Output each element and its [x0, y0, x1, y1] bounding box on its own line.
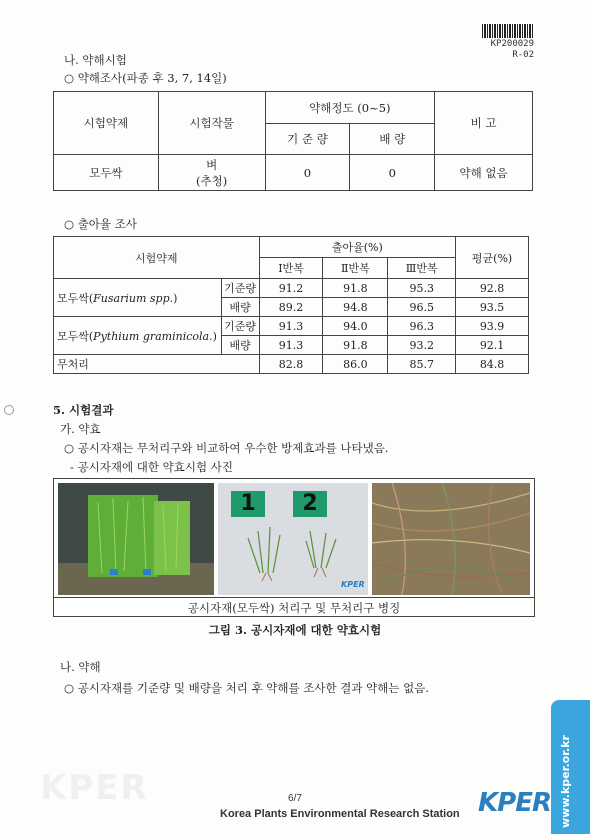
efficacy-sub: - 공시자재에 대한 약효시험 사진 [70, 460, 233, 474]
emergence-title: ○ 출아율 조사 [64, 217, 137, 231]
cell-crop [158, 155, 265, 191]
header-rep3: Ⅲ반복 [388, 258, 456, 279]
header-double: 배 량 [350, 124, 435, 155]
dose-standard: 기준량 [221, 317, 259, 336]
table-cell: 94.8 [323, 298, 388, 317]
website-url[interactable]: www.kper.or.kr [559, 735, 572, 828]
kper-logo: KPER [478, 788, 551, 818]
table-cell: 91.8 [323, 279, 388, 298]
species-name: Fusarium spp. [93, 291, 174, 305]
table-cell: 89.2 [259, 298, 323, 317]
table-cell: 91.2 [259, 279, 323, 298]
agent-fusarium: 모두싹(Fusarium spp.) [54, 279, 222, 317]
table-cell: 93.2 [388, 336, 456, 355]
header-crop: 시험작물 [158, 92, 265, 155]
diseased-plants-photo [372, 483, 530, 595]
species-name: Pythium graminicola. [93, 329, 213, 343]
header-agent: 시험약제 [54, 92, 159, 155]
table-cell: 91.3 [259, 336, 323, 355]
table-cell: 96.3 [388, 317, 456, 336]
barcode [482, 24, 534, 38]
agent-pythium: 모두싹(Pythium graminicola.) [54, 317, 222, 355]
table-cell: 91.3 [259, 317, 323, 336]
watermark: KPER [40, 768, 149, 808]
emergence-table [53, 236, 529, 374]
phytotoxicity-heading: 나. 약해 [60, 660, 101, 674]
dose-double: 배량 [221, 336, 259, 355]
seedling-label-photo [218, 483, 368, 595]
revision: R-02 [512, 50, 534, 60]
header-rep1: Ⅰ반복 [259, 258, 323, 279]
table-cell: 94.0 [323, 317, 388, 336]
table-cell: 84.8 [456, 355, 529, 374]
crop-name: 벼 [206, 157, 218, 172]
untreated: 무처리 [54, 355, 260, 374]
results-title: 5. 시험결과 [53, 403, 114, 417]
efficacy-heading: 가. 약효 [60, 422, 101, 436]
photo-logo: KPER [341, 580, 365, 589]
header-rep2: Ⅱ반복 [323, 258, 388, 279]
cell-double: 0 [350, 155, 435, 191]
organization-name: Korea Plants Environmental Research Station [220, 808, 460, 820]
punch-hole-mark [4, 405, 14, 415]
phytotoxicity-table [53, 91, 533, 191]
section-title: 나. 약해시험 [64, 53, 127, 67]
dose-double: 배량 [221, 298, 259, 317]
crop-variety: (추청) [196, 173, 228, 188]
cell-note: 약해 없음 [435, 155, 533, 191]
figure-caption: 그림 3. 공시자재에 대한 약효시험 [208, 623, 382, 637]
seedlings-drawing [218, 513, 368, 583]
table-cell: 91.8 [323, 336, 388, 355]
page-number: 6/7 [288, 793, 302, 804]
table-cell: 82.8 [259, 355, 323, 374]
dose-standard: 기준량 [221, 279, 259, 298]
header-note: 비 고 [435, 92, 533, 155]
table-cell: 95.3 [388, 279, 456, 298]
document-code: KP200029 [490, 39, 534, 49]
header-average: 평균(%) [456, 237, 529, 279]
table-cell: 93.5 [456, 298, 529, 317]
tag-1: 1 [231, 491, 265, 517]
section-subtitle: ○ 약해조사(파종 후 3, 7, 14일) [64, 71, 227, 85]
cell-standard: 0 [265, 155, 350, 191]
side-banner [551, 700, 590, 834]
photo-caption: 공시자재(모두싹) 처리구 및 무처리구 병징 [54, 597, 534, 616]
table-cell: 86.0 [323, 355, 388, 374]
table-cell: 85.7 [388, 355, 456, 374]
photo-panel [53, 478, 535, 617]
phytotoxicity-text: ○ 공시자재를 기준량 및 배량을 처리 후 약해를 조사한 결과 약해는 없음. [64, 681, 429, 695]
header-agent: 시험약제 [54, 237, 260, 279]
header-rate: 출아율(%) [259, 237, 456, 258]
header-standard: 기 준 량 [265, 124, 350, 155]
table-cell: 96.5 [388, 298, 456, 317]
seedling-tray-photo [58, 483, 214, 595]
tag-2: 2 [293, 491, 327, 517]
table-cell: 93.9 [456, 317, 529, 336]
table-cell: 92.8 [456, 279, 529, 298]
cell-agent: 모두싹 [54, 155, 159, 191]
table-cell: 92.1 [456, 336, 529, 355]
header-degree: 약해정도 (0~5) [265, 92, 435, 124]
efficacy-text: ○ 공시자재는 무처리구와 비교하여 우수한 방제효과를 나타냈음. [64, 441, 389, 455]
